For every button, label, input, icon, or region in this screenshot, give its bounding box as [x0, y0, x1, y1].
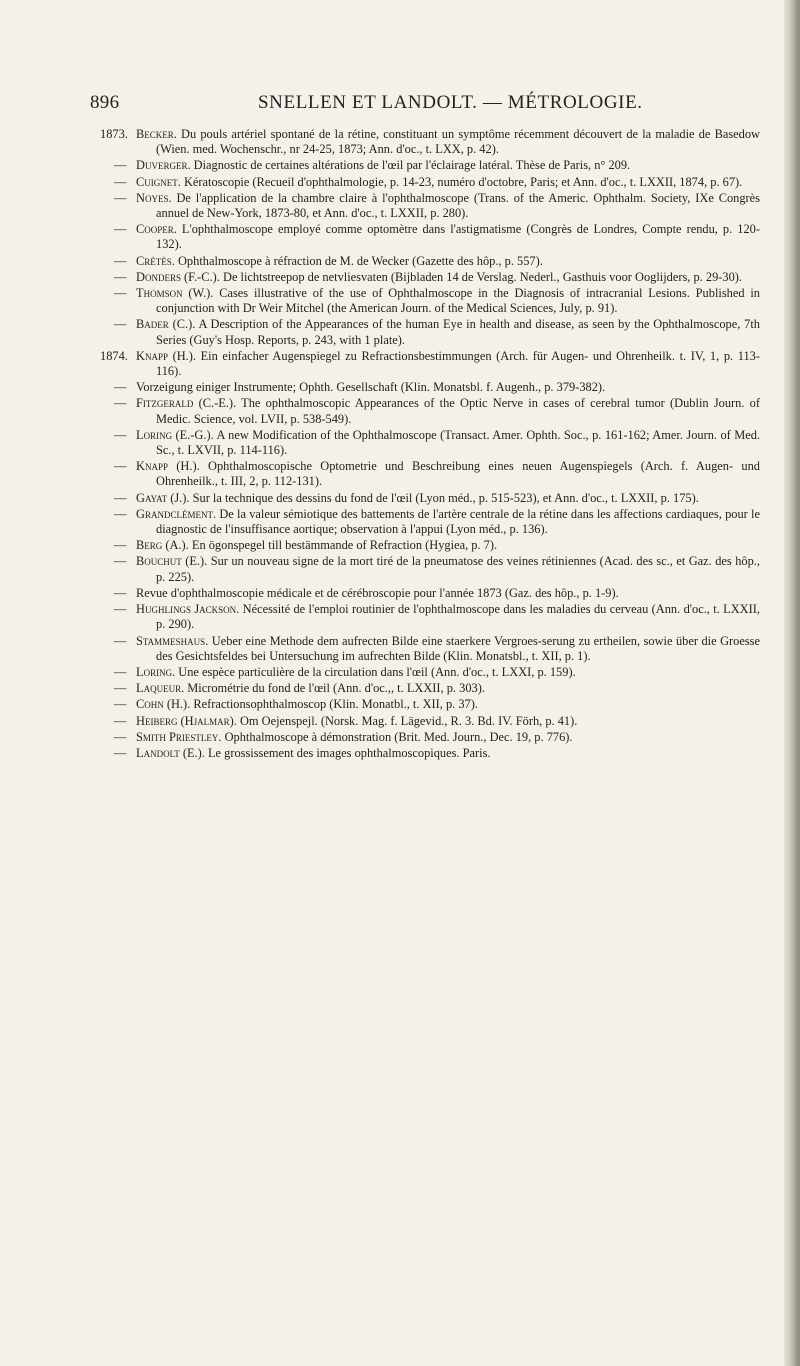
entry-year: — — [114, 664, 127, 679]
entry-author: Smith Priestley. — [136, 729, 222, 744]
running-title: SNELLEN ET LANDOLT. — MÉTROLOGIE. — [258, 92, 643, 113]
entry-text: The ophthalmoscopic Appearances of the Optic Nerve in cases of cerebral tumor (Dublin Journ. of Medic. Science, vol. LVII, p. 538-549). — [156, 396, 761, 426]
bibliography-entry — [100, 349, 760, 379]
bibliography-entry — [100, 254, 760, 269]
entry-year: — — [114, 745, 127, 760]
bibliography-entry — [100, 634, 760, 664]
entry-author: Loring (E.-G.). — [136, 427, 214, 442]
bibliography-entry — [100, 380, 760, 395]
bibliography-entry — [100, 554, 760, 584]
entry-author: Cuignet. — [136, 174, 181, 189]
entry-author: Duverger. — [136, 158, 191, 173]
bibliography-entry — [100, 491, 760, 506]
entry-text: Revue d'ophthalmoscopie médicale et de cérébroscopie pour l'année 1873 (Gaz. des hôp., p. 1-9). — [136, 585, 619, 600]
entry-text: A Description of the Appearances of the human Eye in health and disease, as seen by the Ophthalmoscope, 7th Series (Guy's Hosp. Reports, p. 243, with 1 plate). — [156, 317, 760, 347]
entry-year: — — [114, 427, 127, 442]
entry-year: — — [114, 317, 127, 332]
entry-author: Laqueur. — [136, 681, 185, 696]
entry-year: — — [114, 633, 127, 648]
entry-text: Nécessité de l'emploi routinier de l'ophthalmoscope dans les maladies du cerveau (Ann. d'oc., t. LXXII, p. 290). — [156, 602, 760, 632]
entry-author: Hughlings Jackson. — [136, 602, 240, 617]
page-edge-shadow — [784, 0, 800, 1366]
entry-text: De l'application de la chambre claire à l'ophthalmoscope (Trans. of the Americ. Ophthalm. Society, IXe Congrès annuel de New-York, 1873-80, et Ann. d'oc., t. LXXII, p. 280). — [156, 190, 760, 221]
bibliography-entry — [100, 459, 760, 489]
entry-author: Becker. — [136, 127, 177, 141]
entry-year: — — [114, 538, 127, 553]
entry-text: De lichtstreepop de netvliesvaten (Bijbladen 14 de Verslag. Nederl., Gasthuis voor Ooglijders, p. 29-30). — [223, 269, 743, 284]
page-number: 896 — [90, 92, 120, 113]
entry-text: Ophthalmoscope à réfraction de M. de Wecker (Gazette des hôp., p. 557). — [177, 253, 543, 268]
entry-author: Cooper. — [136, 222, 177, 237]
bibliography-entry — [100, 746, 760, 761]
entry-text: Kératoscopie (Recueil d'ophthalmologie, p. 14-23, numéro d'octobre, Paris; et Ann. d'oc., t. LXXII, 1874, p. 67). — [183, 174, 743, 189]
entry-year: — — [114, 286, 127, 301]
bibliography-entry — [100, 191, 760, 221]
page-header — [90, 92, 754, 118]
entry-year: — — [114, 459, 127, 474]
bibliography-entry — [100, 697, 760, 712]
entry-author: Knapp (H.). — [136, 348, 196, 363]
entry-author: Knapp (H.). — [136, 459, 200, 474]
bibliography-entry — [100, 317, 760, 347]
entry-text: De la valeur sémiotique des battements de l'artère centrale de la rétine dans les affections cardiaques, pour le diagnostic de l'insuffisance aortique; observation à l'appui (Lyon méd., p. 136). — [156, 506, 760, 537]
entry-author: Berg (A.). — [136, 538, 189, 553]
entry-year: — — [114, 506, 127, 521]
bibliography-entry — [100, 681, 760, 696]
entry-text: Sur un nouveau signe de la mort tiré de la pneumatose des veines rétiniennes (Acad. des sc., et Gaz. des hôp., p. 225). — [156, 554, 760, 584]
entry-author: Heiberg (Hjalmar). — [136, 713, 237, 728]
entry-year: — — [114, 174, 127, 189]
entry-year: — — [114, 729, 127, 744]
entry-author: Loring. — [136, 664, 176, 679]
bibliography-entry — [100, 586, 760, 601]
entry-text: Ophthalmoscopische Optometrie und Beschreibung eines neuen Augenspiegels (Arch. f. Augen- und Ohrenheilk., t. III, 2, p. 112-131). — [156, 459, 760, 489]
bibliography-list — [100, 127, 760, 762]
bibliography-entry — [100, 538, 760, 553]
entry-author: Donders (F.-C.). — [136, 269, 220, 284]
entry-text: Une espèce particulière de la circulation dans l'œil (Ann. d'oc., t. LXXI, p. 159). — [178, 664, 576, 679]
bibliography-entry — [100, 127, 760, 157]
bibliography-entry — [100, 222, 760, 252]
entry-text: En ögonspegel till bestämmande of Refraction (Hygiea, p. 7). — [191, 538, 498, 553]
entry-year: — — [114, 585, 127, 600]
entry-year: — — [114, 269, 127, 284]
entry-year: — — [114, 222, 127, 237]
bibliography-entry — [100, 665, 760, 680]
entry-text: A new Modification of the Ophthalmoscope (Transact. Amer. Ophth. Soc., p. 161-162; Amer. Journ. of Med. Sc., t. LXVII, p. 114-116). — [156, 427, 761, 458]
entry-year: — — [114, 697, 127, 712]
entry-author: Landolt (E.). — [136, 745, 205, 760]
entry-text: Sur la technique des dessins du fond de l'œil (Lyon méd., p. 515-523), et Ann. d'oc., t. LXXII, p. 175). — [192, 490, 699, 505]
bibliography-entry — [100, 175, 760, 190]
bibliography-entry — [100, 714, 760, 729]
entry-text: Ueber eine Methode dem aufrecten Bilde eine staerkere Vergroes-serung zu ertheilen, sowie über die Groesse des Gesichtsfeldes bei Untersuchung im aufrechten Bilde (Klin. Monatsbl., t. XII, p. 1). — [156, 633, 760, 663]
entry-year: — — [114, 380, 127, 395]
entry-year: 1873. — [100, 127, 128, 141]
bibliography-entry — [100, 730, 760, 745]
entry-text: Ophthalmoscope à démonstration (Brit. Med. Journ., Dec. 19, p. 776). — [224, 729, 573, 744]
entry-author: Stammeshaus. — [136, 633, 209, 648]
bibliography-entry — [100, 286, 760, 316]
entry-year: 1874. — [100, 348, 128, 363]
entry-year: — — [114, 490, 127, 505]
entry-text: Cases illustrative of the use of Ophthalmoscope in the Diagnosis of intracranial Lesions. Published in conjunction with Dr Weir Mitchel (the American Journ. of the Medical Sciences, July, p. 91). — [156, 286, 760, 316]
entry-text: L'ophthalmoscope employé comme optomètre dans l'astigmatisme (Congrès de Londres, Compte rendu, p. 120-132). — [156, 222, 760, 252]
entry-text: Om Oejenspejl. (Norsk. Mag. f. Lägevid., R. 3. Bd. IV. Förh, p. 41). — [239, 713, 578, 728]
bibliography-entry — [100, 396, 760, 426]
entry-year: — — [114, 713, 127, 728]
entry-author: Fitzgerald (C.-E.). — [136, 396, 237, 411]
entry-author: Noyes. — [136, 190, 172, 205]
entry-author: Grandclément. — [136, 506, 217, 521]
entry-author: Crétès. — [136, 253, 175, 268]
entry-text: Micrométrie du fond de l'œil (Ann. d'oc.,, t. LXXII, p. 303). — [187, 681, 485, 696]
entry-year: — — [114, 554, 127, 569]
entry-author: Cohn (H.). — [136, 697, 191, 712]
entry-text: Diagnostic de certaines altérations de l'œil par l'éclairage latéral. Thèse de Paris, n° 209. — [193, 158, 631, 173]
entry-author: Gayat (J.). — [136, 490, 190, 505]
entry-author: Thomson (W.). — [136, 286, 214, 301]
bibliography-entry — [100, 158, 760, 173]
bibliography-entry — [100, 602, 760, 632]
entry-text: Refractionsophthalmoscop (Klin. Monatbl., t. XII, p. 37). — [193, 697, 478, 712]
entry-text: Du pouls artériel spontané de la rétine, constituant un symptôme récemment découvert de la maladie de Basedow (Wien. med. Wochenschr., nr 24-25, 1873; Ann. d'oc., t. LXX, p. 42). — [156, 127, 760, 157]
bibliography-entry — [100, 507, 760, 537]
entry-author: Bouchut (E.). — [136, 554, 208, 569]
entry-text: Vorzeigung einiger Instrumente; Ophth. Gesellschaft (Klin. Monatsbl. f. Augenh., p. 379-382). — [136, 380, 606, 395]
entry-year: — — [114, 602, 127, 617]
entry-year: — — [114, 396, 127, 411]
entry-year: — — [114, 190, 127, 205]
entry-text: Ein einfacher Augenspiegel zu Refractionsbestimmungen (Arch. für Augen- und Ohrenheilk. t. IV, 1, p. 113-116). — [156, 348, 760, 379]
entry-year: — — [114, 681, 127, 696]
bibliography-entry — [100, 428, 760, 458]
entry-author: Bader (C.). — [136, 317, 196, 332]
entry-year: — — [114, 253, 127, 268]
entry-year: — — [114, 158, 127, 173]
entry-text: Le grossissement des images ophthalmoscopiques. Paris. — [207, 745, 491, 760]
bibliography-entry — [100, 270, 760, 285]
